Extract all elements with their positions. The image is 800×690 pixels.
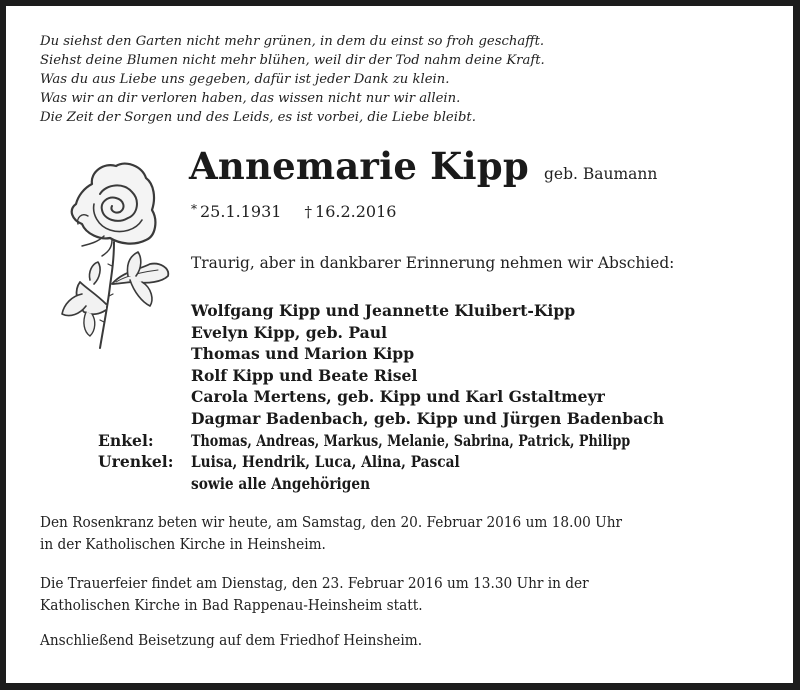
memorial-poem — [40, 32, 545, 127]
obituary-card — [6, 6, 793, 683]
deceased-name: Annemarie Kipp — [189, 144, 529, 188]
rosary-line: Den Rosenkranz beten wir heute, am Samstag, den 20. Februar 2016 um 18.00 Uhr — [40, 513, 623, 531]
mourner-label — [98, 343, 191, 365]
funeral-line: Katholischen Kirche in Bad Rappenau-Heinsheim statt. — [40, 596, 423, 614]
mourner-row — [98, 343, 727, 365]
mourner-label — [98, 365, 191, 387]
maiden-name: geb. Baumann — [544, 165, 658, 183]
mourner-label — [98, 386, 191, 408]
mourner-names: Rolf Kipp und Beate Risel — [191, 365, 418, 385]
death-date: 16.2.2016 — [315, 202, 397, 221]
mourner-label — [98, 300, 191, 322]
life-dates — [191, 202, 396, 221]
mourner-names: Carola Mertens, geb. Kipp und Karl Gstaltmeyr — [191, 387, 605, 407]
mourner-row — [98, 365, 727, 387]
mourner-names: Evelyn Kipp, geb. Paul — [191, 322, 388, 342]
mourner-row — [98, 473, 727, 495]
mourners-list — [98, 300, 727, 494]
farewell-intro: Traurig, aber in dankbarer Erinnerung nehmen wir Abschied: — [191, 254, 675, 272]
mourner-row — [98, 322, 727, 344]
deceased-header — [189, 144, 657, 188]
poem-line: Was wir an dir verloren haben, das wissen nicht nur wir allein. — [40, 91, 461, 106]
mourner-row — [98, 408, 727, 430]
mourner-label — [98, 322, 191, 344]
funeral-line: Die Trauerfeier findet am Dienstag, den 23. Februar 2016 um 13.30 Uhr in der — [40, 574, 589, 592]
mourner-names: sowie alle Angehörigen — [191, 473, 371, 493]
mourner-row — [98, 300, 727, 322]
mourner-row — [98, 386, 727, 408]
rosary-line: in der Katholischen Kirche in Heinsheim. — [40, 535, 326, 553]
poem-line: Siehst deine Blumen nicht mehr blühen, weil dir der Tod nahm deine Kraft. — [40, 53, 545, 68]
poem-line: Was du aus Liebe uns gegeben, dafür ist jeder Dank zu klein. — [40, 72, 450, 87]
burial-line: Anschließend Beisetzung auf dem Friedhof Heinsheim. — [40, 631, 423, 649]
great-grandchildren-names: Luisa, Hendrik, Luca, Alina, Pascal — [191, 452, 460, 472]
mourner-names: Thomas und Marion Kipp — [191, 344, 415, 364]
rosary-announcement — [40, 511, 687, 555]
mourner-row-great-grandchildren — [98, 451, 727, 473]
great-grandchildren-label: Urenkel: — [98, 452, 174, 472]
mourner-names: Dagmar Badenbach, geb. Kipp und Jürgen Badenbach — [191, 408, 665, 428]
mourner-label — [98, 408, 191, 430]
burial-announcement — [40, 629, 465, 651]
birth-symbol: * — [191, 202, 197, 216]
mourner-label — [98, 473, 191, 495]
poem-line: Du siehst den Garten nicht mehr grünen, in dem du einst so froh geschafft. — [40, 34, 545, 49]
mourner-names: Wolfgang Kipp und Jeannette Kluibert-Kipp — [191, 301, 576, 320]
grandchildren-label: Enkel: — [98, 430, 154, 450]
birth-date: 25.1.1931 — [200, 202, 282, 221]
poem-line: Die Zeit der Sorgen und des Leids, es ist vorbei, die Liebe bleibt. — [40, 110, 476, 125]
death-cross-icon: † — [304, 203, 313, 221]
grandchildren-names: Thomas, Andreas, Markus, Melanie, Sabrina, Patrick, Philipp — [191, 430, 631, 450]
mourner-row-grandchildren — [98, 430, 727, 452]
funeral-announcement — [40, 572, 650, 616]
